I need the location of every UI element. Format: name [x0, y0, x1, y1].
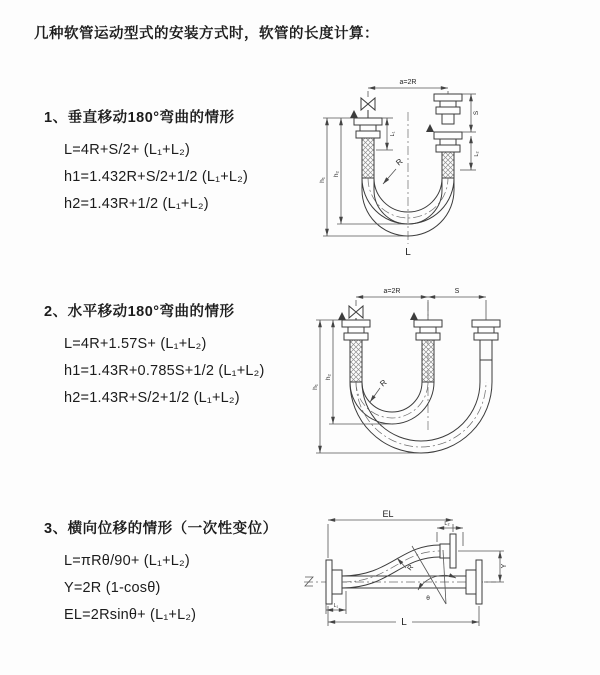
- dim-label-r: R: [394, 156, 405, 168]
- formula-line: Y=2R (1-cosθ): [64, 580, 161, 596]
- section-horizontal-travel: [44, 300, 265, 412]
- formula-line: h1=1.432R+S/2+1/2 (L₁+L₂): [64, 169, 249, 185]
- valve-icon: [361, 98, 375, 110]
- dim-label-l: L: [405, 247, 411, 258]
- braided-hose-section: [422, 340, 434, 382]
- section-1-formulas: [64, 137, 248, 218]
- diagram-vertical-travel-180-bend: [313, 70, 528, 260]
- hose-assembly: [342, 306, 500, 453]
- valve-icon: [349, 306, 363, 318]
- section-2-heading: 2、水平移动180°弯曲的情形: [44, 304, 235, 320]
- dim-label-r: R: [378, 377, 389, 389]
- braided-hose-section: [350, 340, 362, 382]
- formula-line: h2=1.43R+S/2+1/2 (L₁+L₂): [64, 390, 240, 406]
- braided-hose-section: [442, 152, 454, 178]
- dim-label-s: S: [454, 288, 460, 295]
- dim-label-el: EL: [382, 509, 394, 519]
- formula-line: L=4R+1.57S+ (L₁+L₂): [64, 336, 207, 352]
- section-lateral-offset: [44, 517, 278, 629]
- dim-label-h2: h₂: [333, 170, 340, 178]
- dim-label-span: a=2R: [399, 79, 417, 86]
- formula-line: h2=1.43R+1/2 (L₁+L₂): [64, 196, 209, 212]
- section-3-formulas: [64, 548, 278, 629]
- section-2-formulas: [64, 331, 265, 412]
- break-mark: [305, 577, 313, 586]
- dim-label-h1: h₁: [319, 177, 326, 183]
- formula-line: L=4R+S/2+ (L₁+L₂): [64, 142, 190, 158]
- dim-label-h1: h₁: [312, 384, 319, 390]
- formula-line: EL=2Rsinθ+ (L₁+L₂): [64, 607, 197, 623]
- formula-line: h1=1.43R+0.785S+1/2 (L₁+L₂): [64, 363, 265, 379]
- section-1-heading: 1、垂直移动180°弯曲的情形: [44, 110, 235, 126]
- dim-label-l: L: [401, 617, 407, 628]
- dim-label-l1: L₁: [390, 131, 396, 137]
- dim-label-l2: L₂: [444, 521, 450, 527]
- dim-label-s: S: [473, 110, 480, 116]
- braided-hose-section: [362, 138, 374, 178]
- section-3-heading: 3、横向位移的情形（一次性变位）: [44, 521, 278, 537]
- dim-label-r: R: [406, 563, 416, 573]
- dim-label-y: Y: [501, 563, 508, 569]
- dim-label-span: a=2R: [383, 288, 401, 295]
- dim-label-theta: θ: [426, 595, 430, 602]
- hose-assembly: [305, 534, 482, 604]
- dim-label-h2: h₂: [325, 373, 332, 381]
- page-title: 几种软管运动型式的安装方式时，软管的长度计算：: [34, 26, 379, 42]
- dim-label-l2: L₂: [474, 151, 480, 157]
- diagram-horizontal-travel-180-bend: [306, 282, 546, 467]
- formula-line: L=πRθ/90+ (L₁+L₂): [64, 553, 190, 569]
- dimension-lines: [316, 297, 486, 453]
- dim-label-l1: L₁: [333, 603, 339, 609]
- diagram-lateral-offset: [300, 506, 555, 651]
- section-vertical-travel: [44, 106, 248, 218]
